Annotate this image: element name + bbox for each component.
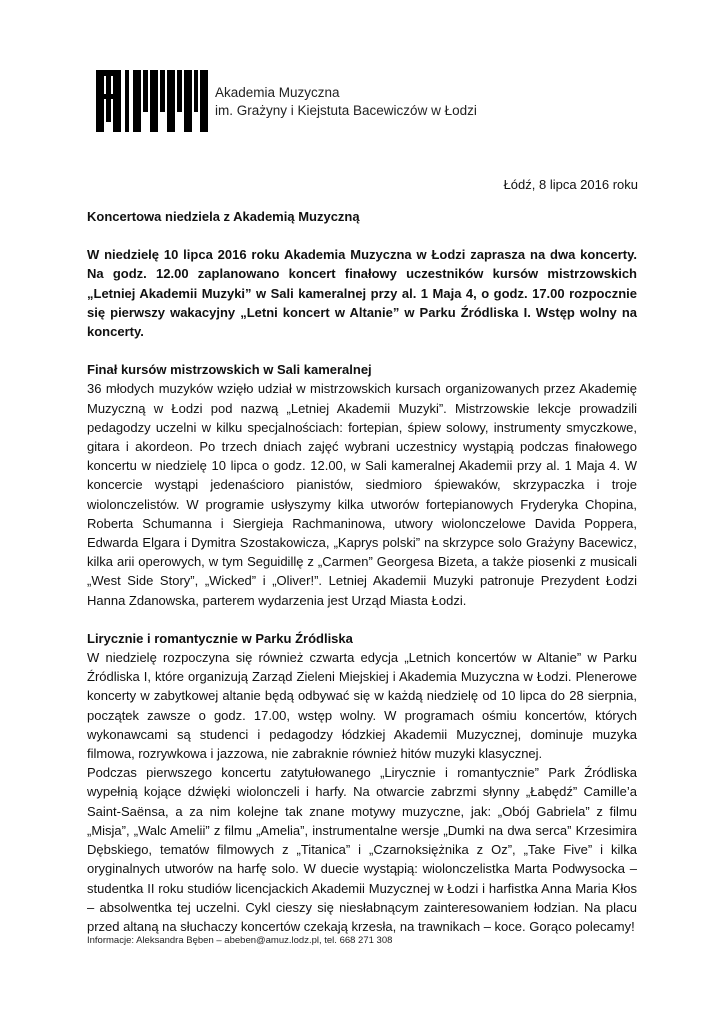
article-title: Koncertowa niedziela z Akademią Muzyczną bbox=[87, 209, 360, 224]
academy-name: Akademia Muzyczna bbox=[215, 85, 340, 100]
section-2-body-2: Podczas pierwszego koncertu zatytułowanego „Lirycznie i romantycznie” Park Źródliska wypełnią kojące dźwięki wiolonczeli i harfy. Na otwarcie zabrzmi słynny „Łabędź” Camille’a Saint-Saënsa, a za nim kolejne tak znane motywy muzyczne, jak: „Obój Gabriela” z filmu „Misja”, „Walc Amelii” z filmu „Amelia”, instrumentalne wersje „Dumki na dwa serca” Krzesimira Dębskiego, tematów filmowych z „Titanica” i „Czarnoksiężnika z Oz”, „Take Five” i kilka oryginalnych utworów na harfę solo. W duecie wystąpią: wiolonczelistka Marta Podwysocka – studentka II roku studiów licencjackich Akademii Muzycznej w Łodzi i harfistka Anna Maria Kłos – absolwentka tej uczelni. Cykl cieszy się niesłabnącym zainteresowaniem łodzian. Na placu przed altaną na słuchaczy koncertów czekają krzesła, na trawnikach – koce. Gorąco polecamy! bbox=[87, 765, 637, 934]
section-1-body: 36 młodych muzyków wzięło udział w mistrzowskich kursach organizowanych przez Akademię Muzyczną w Łodzi pod nazwą „Letniej Akademii Muzyki”. Mistrzowskie lekcje prowadzili pedagodzy uczelni w kilku specjalnościach: fortepian, śpiew solowy, instrumenty smyczkowe, gitara i akordeon. Po trzech dniach zajęć wybrani uczestnicy wystąpią podczas finałowego koncertu w niedzielę 10 lipca o godz. 12.00, w Sali kameralnej Akademii przy al. 1 Maja 4. W koncercie wystąpi jedenaścioro pianistów, siedmioro śpiewaków, skrzypaczka i troje wiolonczelistów. W programie usłyszymy kilka utworów fortepianowych Fryderyka Chopina, Roberta Schumanna i Siergieja Rachmaninowa, utwory wiolonczelowe Davida Poppera, Edwarda Elgara i Dymitra Szostakowicza, „Kaprys polski” na skrzypce solo Grażyny Bacewicz, kilka arii operowych, w tym Seguidillę z „Carmen” Georgesa Bizeta, a także piosenki z musicali „West Side Story”, „Wicked” i „Oliver!”. Letniej Akademii Muzyki patronuje Prezydent Łodzi Hanna Zdanowska, parterem wydarzenia jest Urząd Miasta Łodzi. bbox=[87, 381, 637, 608]
article-lead: W niedzielę 10 lipca 2016 roku Akademia Muzyczna w Łodzi zaprasza na dwa koncerty. Na godz. 12.00 zaplanowano koncert finałowy uczestników kursów mistrzowskich „Letniej Akademii Muzyki” w Sali kameralnej przy al. 1 Maja 4, o godz. 17.00 rozpocznie się pierwszy wakacyjny „Letni koncert w Altanie” w Parku Źródliska I. Wstęp wolny na koncerty. bbox=[87, 247, 637, 340]
academy-subname: im. Grażyny i Kiejstuta Bacewiczów w Łodzi bbox=[215, 103, 477, 118]
date-line: Łódź, 8 lipca 2016 roku bbox=[503, 177, 638, 192]
am-logo-icon bbox=[96, 70, 208, 137]
academy-name-block bbox=[215, 84, 477, 120]
section-1-heading: Finał kursów mistrzowskich w Sali kameralnej bbox=[87, 362, 372, 378]
article-body bbox=[87, 207, 637, 936]
section-2-heading: Lirycznie i romantycznie w Parku Źródliska bbox=[87, 630, 353, 646]
section-2-body-1: W niedzielę rozpoczyna się również czwarta edycja „Letnich koncertów w Altanie” w Parku Źródliska I, które organizują Zarząd Zieleni Miejskiej i Akademia Muzyczna w Łodzi. Plenerowe koncerty w zabytkowej altanie będą odbywać się w każdą niedzielę od 10 lipca do 28 sierpnia, początek zawsze o godz. 17.00, wstęp wolny. W programach ośmiu koncertów, których wykonawcami są studenci i pedagodzy łódzkiej Akademii Muzycznej, dominuje muzyka filmowa, rozrywkowa i jazzowa, nie zabraknie również hitów muzyki klasycznej. bbox=[87, 650, 637, 762]
contact-footer: Informacje: Aleksandra Bęben – abeben@amuz.lodz.pl, tel. 668 271 308 bbox=[87, 935, 393, 946]
